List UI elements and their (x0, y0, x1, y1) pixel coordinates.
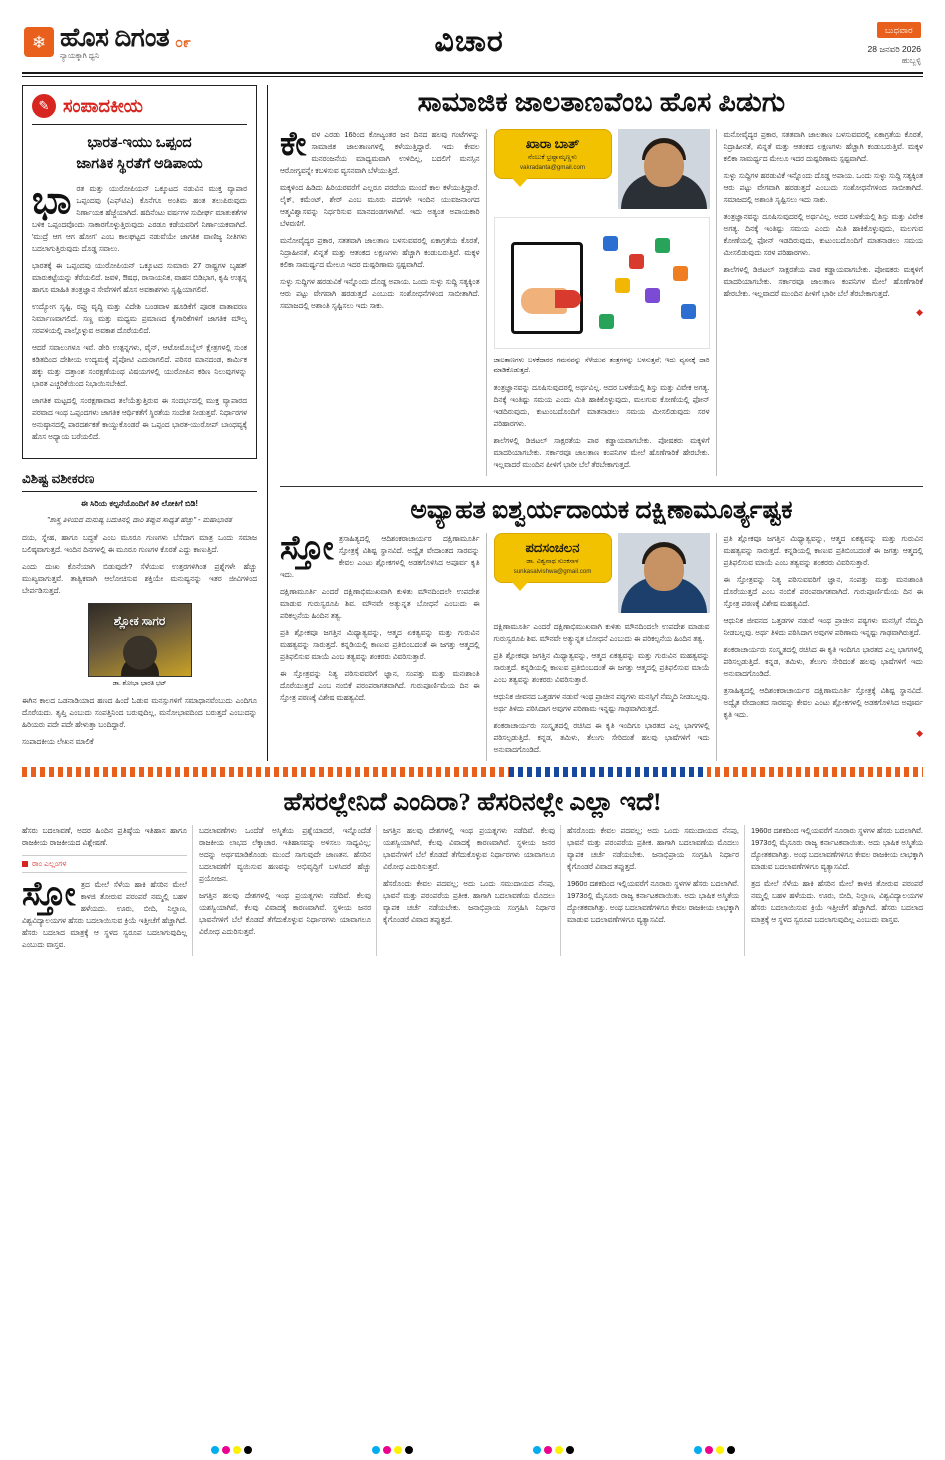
figure-caption: ಜಾಲತಾಣಗಳು ಬಳಕೆದಾರರ ಗಮನವನ್ನು ಸೆಳೆಯುವ ತಂತ್ರಗಳನ್ನು ಬಳಸುತ್ತವೆ; ಇದು ವ್ಯಸನಕ್ಕೆ ದಾರಿ ಮಾಡಿಕೊಡುತ್ತದೆ. (493, 357, 710, 375)
col-divider (716, 533, 717, 761)
bottom-intro: ಹೆಸರು ಬದಲಾವಣೆ, ಅದರ ಹಿಂದಿನ ಪ್ರತಿಷ್ಠೆಯ ಇತಿಹಾಸ ಹಾಗೂ ರಾಜಕೀಯ ರಾಜಕೀಯದ ವಿಶ್ಲೇಷಣೆ. (22, 826, 187, 848)
col-divider (716, 129, 717, 476)
date-block (868, 17, 921, 67)
bottom-col-3 (567, 825, 739, 956)
portrait-face (644, 547, 684, 591)
cyan-dot (533, 1446, 541, 1454)
editorial-paragraph: ರತ ಮತ್ತು ಯುರೋಪಿಯನ್ ಒಕ್ಕೂಟದ ನಡುವಿನ ಮುಕ್ತ ವ್ಯಾಪಾರ ಒಪ್ಪಂದವು (ಎಫ್‌ಟಿಎ) ಕೊನೆಗೂ ಅಂತಿಮ ಹಂತ ತಲುಪಿರುವುದು ನಿರ್ಣಾಯಕ ಹೆಜ್ಜೆಯಾಗಿದೆ. ಹದಿನೆಂಟು ವರ್ಷಗಳ ಸುದೀರ್ಘ ಮಾತುಕತೆಗಳ ಬಳಿಕ ಒಪ್ಪಂದವೊಂದು ಸಾಕಾರಗೊಳ್ಳುತ್ತಿರುವುದು ಎರಡೂ ಕಡೆಯವರಿಗೆ ನಿರ್ಣಾಯಕವಾಗಿದೆ. 'ಮುದ್ರೆ ಆಗ ಆಗ ಹೋಗ' ಎಂಬ ಕಾಲಘಟ್ಟದ ನಡುವೆಯೇ ಜಾಗತಿಕ ವಾಣಿಜ್ಯ ನೀತಿಗಳು ಬದಲಾಗುತ್ತಿರುವುದು ದೊಡ್ಡ ಸವಾಲು. (32, 184, 247, 253)
book-badge-title: ಶ್ಲೋಕ ಸಾಗರ (113, 614, 166, 629)
cyan-dot (372, 1446, 380, 1454)
main-paragraph: ಮನೋವೈದ್ಯರ ಪ್ರಕಾರ, ಸತತವಾಗಿ ಜಾಲತಾಣ ಬಳಸುವವರಲ್ಲಿ ಏಕಾಗ್ರತೆಯ ಕೊರತೆ, ನಿದ್ರಾಹೀನತೆ, ಖಿನ್ನತೆ ಮತ್ತು ಆತಂಕದ ಲಕ್ಷಣಗಳು ಹೆಚ್ಚಾಗಿ ಕಂಡುಬರುತ್ತಿವೆ. ಮಕ್ಕಳ ಕಲಿಕಾ ಸಾಮರ್ಥ್ಯದ ಮೇಲೂ ಇದರ ದುಷ್ಪರಿಣಾಮ ಸ್ಪಷ್ಟವಾಗಿದೆ. (723, 130, 923, 163)
bottom-col-4 (751, 825, 923, 956)
masthead (0, 0, 945, 72)
special-subheading: ಈ ಸಿರಿಯ ಕಲ್ಪನೆಯೊಂದಿಗೆ ತಿಳಿ ಲೋಕಿಗೆ ಬಿಡಿ! (80, 498, 199, 508)
second-col-3-body (724, 533, 924, 740)
second-col-3 (724, 533, 924, 761)
article-separator (280, 486, 923, 487)
main-article-headline: ಸಾಮಾಜಿಕ ಜಾಲತಾಣವೆಂಬ ಹೊಸ ಪಿಡುಗು (417, 87, 786, 117)
bottom-col-1 (199, 825, 371, 956)
editorial-paragraph: ಭಾರತಕ್ಕೆ ಈ ಒಪ್ಪಂದವು ಯುರೋಪಿಯನ್ ಒಕ್ಕೂಟದ ಸುಮಾರು 27 ರಾಷ್ಟ್ರಗಳ ಬೃಹತ್ ಮಾರುಕಟ್ಟೆಯನ್ನು ತೆರೆಯಲಿದೆ. ಜವಳಿ, ಔಷಧ, ರಾಸಾಯನಿಕ, ವಾಹನ ಬಿಡಿಭಾಗ, ಕೃಷಿ ಉತ್ಪನ್ನ ಹಾಗೂ ಮಾಹಿತಿ ತಂತ್ರಜ್ಞಾನ ಸೇವೆಗಳಿಗೆ ಹೊಸ ಅವಕಾಶಗಳು ಸೃಷ್ಟಿಯಾಗಲಿವೆ. (32, 260, 247, 294)
special-body (22, 532, 257, 748)
main-col-1 (280, 126, 480, 476)
magenta-dot (383, 1446, 391, 1454)
social-icon (681, 304, 696, 319)
decorative-stripe-blue (509, 767, 707, 777)
cyan-dot (211, 1446, 219, 1454)
social-icon (673, 266, 688, 281)
bottom-author (22, 855, 187, 873)
second-dropcap: ಸ್ತೋ (280, 530, 334, 568)
second-paragraph: ಪ್ರತಿ ಶ್ಲೋಕವೂ ಜಗತ್ತಿನ ಮಿಥ್ಯಾತ್ವವನ್ನು, ಆತ್ಮದ ಏಕತ್ವವನ್ನು ಮತ್ತು ಗುರುವಿನ ಮಹತ್ವವನ್ನು ಸಾರುತ್ತದೆ. ಕನ್ನಡಿಯಲ್ಲಿ ಕಾಣುವ ಪ್ರತಿಬಿಂಬದಂತೆ ಈ ಜಗತ್ತು ಆತ್ಮದಲ್ಲಿ ಪ್ರತಿಫಲಿಸುವ ಮಾಯೆ ಎಂಬ ತತ್ವವನ್ನು ಶಂಕರರು ವಿವರಿಸುತ್ತಾರೆ. (723, 534, 923, 568)
page-number-logo: ೦೯ (175, 33, 191, 50)
registration-dotset (694, 1446, 735, 1454)
col-divider (376, 825, 377, 956)
social-icon (603, 236, 618, 251)
special-caption: ಸಂಪಾದಕೀಯ ಲೇಖನ ಮಾಲಿಕೆ (22, 736, 94, 746)
second-paragraph: ತ್ರಸಾಹಿತ್ಯದಲ್ಲಿ ಆದಿಶಂಕರಾಚಾರ್ಯರ ದಕ್ಷಿಣಾಮೂರ್ತಿ ಸ್ತೋತ್ರಕ್ಕೆ ವಿಶಿಷ್ಟ ಸ್ಥಾನವಿದೆ. ಅದ್ವೈತ ವೇದಾಂತದ ಸಾರವನ್ನು ಕೇವಲ ಎಂಟು ಶ್ಲೋಕಗಳಲ್ಲಿ ಅಡಕಗೊಳಿಸಿದ ಅಪೂರ್ವ ಕೃತಿ ಇದು. (280, 534, 480, 580)
decorative-stripe (22, 767, 923, 777)
social-icon (629, 254, 644, 269)
editorial-headline-line2: ಜಾಗತಿಕ ಸ್ಥಿರತೆಗೆ ಅಡಿಪಾಯ (76, 156, 203, 173)
second-paragraph: ಆಧುನಿಕ ಜೀವನದ ಒತ್ತಡಗಳ ನಡುವೆ ಇಂಥ ಪ್ರಾಚೀನ ಪಠ್ಯಗಳು ಮನಸ್ಸಿಗೆ ನೆಮ್ಮದಿ ನೀಡಬಲ್ಲವು. ಅರ್ಥ ತಿಳಿದು ಪಠಿಸಿದಾಗ ಅವುಗಳ ಪರಿಣಾಮ ಇನ್ನಷ್ಟು ಗಾಢವಾಗಿರುತ್ತದೆ. (493, 692, 710, 714)
yellow-dot (716, 1446, 724, 1454)
bottom-paragraph: ಹೆಸರೊಂದು ಕೇವಲ ಪದವಲ್ಲ; ಅದು ಒಂದು ಸಮುದಾಯದ ನೆನಪು, ಭಾವನೆ ಮತ್ತು ಪರಂಪರೆಯ ಪ್ರತೀಕ. ಹಾಗಾಗಿ ಬದಲಾವಣೆಯ ಮೊದಲು ವ್ಯಾಪಕ ಚರ್ಚೆ ನಡೆಯಬೇಕು. ಜನಾಭಿಪ್ರಾಯ ಸಂಗ್ರಹಿಸಿ ನಿರ್ಧಾರ ಕೈಗೊಂಡರೆ ವಿವಾದ ತಪ್ಪುತ್ತದೆ. (383, 879, 555, 925)
social-icon (645, 288, 660, 303)
social-icon (599, 314, 614, 329)
byline-role: ನೆಂಬುಕೆ ಭ್ರಷ್ಟಾಮೃಣ್ಣಳು (528, 154, 577, 161)
social-icon (655, 238, 670, 253)
bottom-paragraph: 1960ರ ದಶಕದಿಂದ ಇಲ್ಲಿಯವರೆಗೆ ನೂರಾರು ಸ್ಥಳಗಳ ಹೆಸರು ಬದಲಾಗಿವೆ. 1973ರಲ್ಲಿ ಮೈಸೂರು ರಾಜ್ಯ ಕರ್ನಾಟಕವಾಯಿತು. ಅದು ಭಾಷಿಕ ಅಸ್ಮಿತೆಯ ದ್ಯೋತಕವಾಗಿತ್ತು. ಅಂಥ ಬದಲಾವಣೆಗಳಿಗೂ ಕೇವಲ ರಾಜಕೀಯ ಲಾಭಕ್ಕಾಗಿ ಮಾಡುವ ಬದಲಾವಣೆಗಳಿಗೂ ವ್ಯತ್ಯಾಸವಿದೆ. (751, 826, 923, 872)
magnet-shape (555, 290, 581, 308)
second-paragraph: ಪ್ರತಿ ಶ್ಲೋಕವೂ ಜಗತ್ತಿನ ಮಿಥ್ಯಾತ್ವವನ್ನು, ಆತ್ಮದ ಏಕತ್ವವನ್ನು ಮತ್ತು ಗುರುವಿನ ಮಹತ್ವವನ್ನು ಸಾರುತ್ತದೆ. ಕನ್ನಡಿಯಲ್ಲಿ ಕಾಣುವ ಪ್ರತಿಬಿಂಬದಂತೆ ಈ ಜಗತ್ತು ಆತ್ಮದಲ್ಲಿ ಪ್ರತಿಫಲಿಸುವ ಮಾಯೆ ಎಂಬ ತತ್ವವನ್ನು ಶಂಕರರು ವಿವರಿಸುತ್ತಾರೆ. (493, 651, 710, 685)
pen-icon: ✎ (32, 94, 56, 118)
portrait-face (644, 143, 684, 187)
special-section-label: ವಿಶಿಷ್ಟ ವಶೀಕರಣ (22, 471, 257, 492)
bottom-col-4-body (751, 825, 923, 926)
second-paragraph: ದಕ್ಷಿಣಾಮೂರ್ತಿ ಎಂದರೆ ದಕ್ಷಿಣಾಭಿಮುಖವಾಗಿ ಕುಳಿತು ಮೌನದಿಂದಲೇ ಉಪದೇಶ ಮಾಡುವ ಗುರುಸ್ವರೂಪಿ ಶಿವ. ಮೌನವೇ ಅತ್ಯುನ್ನತ ಬೋಧನೆ ಎಂಬುದು ಈ ಪರಿಕಲ್ಪನೆಯ ಹಿಂದಿನ ತತ್ವ. (280, 587, 480, 621)
special-quote: "ಶಾಸ್ತ್ರ ತಿಳಿಯದ ಮನುಷ್ಯ ಬದುಕಿನಲ್ಲಿ ದಾರಿ ತಪ್ಪುವ ಸಾಧ್ಯತೆ ಹೆಚ್ಚು" - ಮಹಾಭಾರತ (47, 514, 232, 524)
end-mark: ◆ (916, 728, 923, 739)
main-paragraph: ಶಾಲೆಗಳಲ್ಲಿ ಡಿಜಿಟಲ್ ಸಾಕ್ಷರತೆಯ ಪಾಠ ಕಡ್ಡಾಯವಾಗಬೇಕು. ಪೋಷಕರು ಮಕ್ಕಳಿಗೆ ಮಾದರಿಯಾಗಬೇಕು. ಸರ್ಕಾರವೂ ಜಾಲತಾಣ ಕಂಪನಿಗಳ ಮೇಲೆ ಹೊಣೆಗಾರಿಕೆ ಹೇರಬೇಕು. ಇಲ್ಲವಾದರೆ ಮುಂದಿನ ಪೀಳಿಗೆ ಭಾರೀ ಬೆಲೆ ತೆರಬೇಕಾಗುತ್ತದೆ. (493, 436, 710, 470)
date-text: 28 ಜನವರಿ 2026 (867, 44, 921, 55)
main-paragraph: ಶಾಲೆಗಳಲ್ಲಿ ಡಿಜಿಟಲ್ ಸಾಕ್ಷರತೆಯ ಪಾಠ ಕಡ್ಡಾಯವಾಗಬೇಕು. ಪೋಷಕರು ಮಕ್ಕಳಿಗೆ ಮಾದರಿಯಾಗಬೇಕು. ಸರ್ಕಾರವೂ ಜಾಲತಾಣ ಕಂಪನಿಗಳ ಮೇಲೆ ಹೊಣೆಗಾರಿಕೆ ಹೇರಬೇಕು. ಇಲ್ಲವಾದರೆ ಮುಂದಿನ ಪೀಳಿಗೆ ಭಾರೀ ಬೆಲೆ ತೆರಬೇಕಾಗುತ್ತದೆ. (723, 264, 923, 298)
byline-name: ಪದಸಂಚಲನ (525, 540, 580, 556)
editorial-headline (32, 133, 247, 175)
col-divider (486, 533, 487, 761)
registration-dotset (372, 1446, 413, 1454)
left-column (22, 85, 267, 761)
main-col-3-body (724, 129, 924, 319)
second-article-columns (280, 530, 923, 761)
col-divider (744, 825, 745, 956)
editorial-header (32, 94, 247, 125)
bottom-col-2-body (383, 825, 555, 926)
bottom-article-columns (22, 825, 923, 956)
page-content (0, 77, 945, 761)
byline-name: ಖಾರಾ ಬಾತ್ (525, 136, 580, 151)
bottom-paragraph: ತ್ರದ ಮೇಲೆ ಸೆಳೆಯ ಹಾಕಿ ಹೆಸರಿನ ಮೇಲೆ ಕಾಳಜಿ ತೋರುವ ಪರಂಪರೆ ನಮ್ಮಲ್ಲಿ ಬಹಳ ಹಳೆಯದು. ಊರು, ಬೀದಿ, ನಿಲ್ದಾಣ, ವಿಶ್ವವಿದ್ಯಾಲಯಗಳ ಹೆಸರು ಬದಲಾಯಿಸುವ ಕ್ರಿಯೆ ಇತ್ತೀಚೆಗೆ ಹೆಚ್ಚಾಗಿದೆ. ಹೆಸರು ಬದಲಾದ ಮಾತ್ರಕ್ಕೆ ಆ ಸ್ಥಳದ ಸ್ವರೂಪ ಬದಲಾಗುವುದಿಲ್ಲ ಎಂಬುದು ವಾಸ್ತವ. (22, 880, 187, 950)
weekday-badge: ಬುಧವಾರ (877, 22, 921, 37)
second-col-2-body (494, 621, 710, 756)
main-col-2-body (494, 382, 710, 471)
second-paragraph: ಶಂಕರಾಚಾರ್ಯರು ಸಂಸ್ಕೃತದಲ್ಲಿ ರಚಿಸಿದ ಈ ಕೃತಿ ಇಂದಿಗೂ ಭಾರತದ ಎಲ್ಲ ಭಾಗಗಳಲ್ಲಿ ಪಠಿಸಲ್ಪಡುತ್ತಿದೆ. ಕನ್ನಡ, ತಮಿಳು, ತೆಲುಗು ಸೇರಿದಂತೆ ಹಲವು ಭಾಷೆಗಳಿಗೆ ಇದು ಅನುವಾದಗೊಂಡಿದೆ. (493, 721, 710, 755)
masthead-divider (22, 72, 923, 74)
special-paragraph: ಎಂದು ದುಃಖ ಕೊನೆಯಾಗಿ ಬಿಡುವುದೇ? ಸೆಳೆಯುವ ಉತ್ತರಗಳಿಗಿಂತ ಪ್ರಶ್ನೆಗಳೇ ಹೆಚ್ಚು ಮುಖ್ಯವಾಗುತ್ತವೆ. ತಾತ್ವಿಕವಾಗಿ ಆಲೋಚಿಸುವ ಶಕ್ತಿಯೇ ಮನುಷ್ಯನನ್ನು ಇತರ ಜೀವಿಗಳಿಂದ ಬೇರ್ಪಡಿಸುತ್ತದೆ. (22, 562, 257, 596)
main-paragraph: ಮಕ್ಕಳಿಂದ ಹಿಡಿದು ಹಿರಿಯರವರೆಗೆ ಎಲ್ಲರೂ ಪರದೆಯ ಮುಂದೆ ಕಾಲ ಕಳೆಯುತ್ತಿದ್ದಾರೆ. ಲೈಕ್, ಕಮೆಂಟ್, ಶೇರ್ ಎಂಬ ಮೂರು ಪದಗಳೇ ಇಂದಿನ ಯುವಜನಾಂಗದ ಆತ್ಮವಿಶ್ವಾಸವನ್ನು ನಿರ್ಧರಿಸುವ ಮಾನದಂಡಗಳಾಗಿವೆ. ಇದು ಅತ್ಯಂತ ಅಪಾಯಕಾರಿ ಬೆಳವಣಿಗೆ. (280, 182, 480, 228)
black-dot (727, 1446, 735, 1454)
second-paragraph: ಆಧುನಿಕ ಜೀವನದ ಒತ್ತಡಗಳ ನಡುವೆ ಇಂಥ ಪ್ರಾಚೀನ ಪಠ್ಯಗಳು ಮನಸ್ಸಿಗೆ ನೆಮ್ಮದಿ ನೀಡಬಲ್ಲವು. ಅರ್ಥ ತಿಳಿದು ಪಠಿಸಿದಾಗ ಅವುಗಳ ಪರಿಣಾಮ ಇನ್ನಷ್ಟು ಗಾಢವಾಗಿರುತ್ತದೆ. (723, 616, 923, 638)
second-paragraph: ದಕ್ಷಿಣಾಮೂರ್ತಿ ಎಂದರೆ ದಕ್ಷಿಣಾಭಿಮುಖವಾಗಿ ಕುಳಿತು ಮೌನದಿಂದಲೇ ಉಪದೇಶ ಮಾಡುವ ಗುರುಸ್ವರೂಪಿ ಶಿವ. ಮೌನವೇ ಅತ್ಯುನ್ನತ ಬೋಧನೆ ಎಂಬುದು ಈ ಪರಿಕಲ್ಪನೆಯ ಹಿಂದಿನ ತತ್ವ. (493, 622, 710, 644)
social-icon (615, 278, 630, 293)
bottom-paragraph: 1960ರ ದಶಕದಿಂದ ಇಲ್ಲಿಯವರೆಗೆ ನೂರಾರು ಸ್ಥಳಗಳ ಹೆಸರು ಬದಲಾಗಿವೆ. 1973ರಲ್ಲಿ ಮೈಸೂರು ರಾಜ್ಯ ಕರ್ನಾಟಕವಾಯಿತು. ಅದು ಭಾಷಿಕ ಅಸ್ಮಿತೆಯ ದ್ಯೋತಕವಾಗಿತ್ತು. ಅಂಥ ಬದಲಾವಣೆಗಳಿಗೂ ಕೇವಲ ರಾಜಕೀಯ ಲಾಭಕ್ಕಾಗಿ ಮಾಡುವ ಬದಲಾವಣೆಗಳಿಗೂ ವ್ಯತ್ಯಾಸವಿದೆ. (567, 879, 739, 925)
editorial-paragraph: ಜಾಗತಿಕ ಮಟ್ಟದಲ್ಲಿ ಸಂರಕ್ಷಣಾವಾದ ತಲೆಯೆತ್ತುತ್ತಿರುವ ಈ ಸಂದರ್ಭದಲ್ಲಿ ಮುಕ್ತ ವ್ಯಾಪಾರದ ಪರವಾದ ಇಂಥ ಒಪ್ಪಂದಗಳು ಜಾಗತಿಕ ಆರ್ಥಿಕತೆಗೆ ಸ್ಥಿರತೆಯ ಸಂದೇಶ ನೀಡುತ್ತವೆ. ನಿರ್ಧಾರಗಳ ಅನುಷ್ಠಾನದಲ್ಲಿ ಪಾರದರ್ಶಕತೆ ಕಾಯ್ದುಕೊಂಡರೆ ಈ ಒಪ್ಪಂದ ಭಾರತ-ಯುರೋಪ್ ಬಾಂಧವ್ಯಕ್ಕೆ ಹೊಸ ಅಧ್ಯಾಯ ಬರೆಯಲಿದೆ. (32, 395, 247, 441)
editorial-paragraph: ಉದ್ಯೋಗ ಸೃಷ್ಟಿ, ರಫ್ತು ವೃದ್ಧಿ ಮತ್ತು ವಿದೇಶಿ ಬಂಡವಾಳ ಹೂಡಿಕೆಗೆ ಪೂರಕ ವಾತಾವರಣ ನಿರ್ಮಾಣವಾಗಲಿದೆ. ಸಣ್ಣ ಮತ್ತು ಮಧ್ಯಮ ಪ್ರಮಾಣದ ಕೈಗಾರಿಕೆಗಳಿಗೆ ಜಾಗತಿಕ ಮೌಲ್ಯ ಸರಪಳಿಯಲ್ಲಿ ಪಾಲ್ಗೊಳ್ಳುವ ಅವಕಾಶ ದೊರೆಯಲಿದೆ. (32, 301, 247, 335)
bottom-article (0, 777, 945, 956)
bottom-paragraph: ತ್ರದ ಮೇಲೆ ಸೆಳೆಯ ಹಾಕಿ ಹೆಸರಿನ ಮೇಲೆ ಕಾಳಜಿ ತೋರುವ ಪರಂಪರೆ ನಮ್ಮಲ್ಲಿ ಬಹಳ ಹಳೆಯದು. ಊರು, ಬೀದಿ, ನಿಲ್ದಾಣ, ವಿಶ್ವವಿದ್ಯಾಲಯಗಳ ಹೆಸರು ಬದಲಾಯಿಸುವ ಕ್ರಿಯೆ ಇತ್ತೀಚೆಗೆ ಹೆಚ್ಚಾಗಿದೆ. ಹೆಸರು ಬದಲಾದ ಮಾತ್ರಕ್ಕೆ ಆ ಸ್ಥಳದ ಸ್ವರೂಪ ಬದಲಾಗುವುದಿಲ್ಲ ಎಂಬುದು ವಾಸ್ತವ. (751, 879, 923, 925)
cyan-dot (694, 1446, 702, 1454)
main-paragraph: ಸುಳ್ಳು ಸುದ್ದಿಗಳ ಹರಡುವಿಕೆ ಇನ್ನೊಂದು ದೊಡ್ಡ ಅಪಾಯ. ಒಂದು ಸುಳ್ಳು ಸುದ್ದಿ ಸತ್ಯಕ್ಕಿಂತ ಆರು ಪಟ್ಟು ವೇಗವಾಗಿ ಹರಡುತ್ತದೆ ಎಂಬುದು ಸಂಶೋಧನೆಗಳಿಂದ ಸಾಬೀತಾಗಿದೆ. ಸಮಾಜದಲ್ಲಿ ಅಶಾಂತಿ ಸೃಷ್ಟಿಸಲು ಇದು ಸಾಕು. (280, 276, 480, 310)
flame-icon: ❄ (24, 27, 54, 57)
bottom-col-0 (22, 825, 187, 956)
col-divider (192, 825, 193, 956)
main-byline-card (494, 129, 710, 209)
special-subheading-wrap (22, 499, 257, 509)
yellow-dot (233, 1446, 241, 1454)
bottom-col-2 (383, 825, 555, 956)
bottom-paragraph: ಹೆಸರೊಂದು ಕೇವಲ ಪದವಲ್ಲ; ಅದು ಒಂದು ಸಮುದಾಯದ ನೆನಪು, ಭಾವನೆ ಮತ್ತು ಪರಂಪರೆಯ ಪ್ರತೀಕ. ಹಾಗಾಗಿ ಬದಲಾವಣೆಯ ಮೊದಲು ವ್ಯಾಪಕ ಚರ್ಚೆ ನಡೆಯಬೇಕು. ಜನಾಭಿಪ್ರಾಯ ಸಂಗ್ರಹಿಸಿ ನಿರ್ಧಾರ ಕೈಗೊಂಡರೆ ವಿವಾದ ತಪ್ಪುತ್ತದೆ. (567, 826, 739, 872)
second-paragraph: ತ್ರಸಾಹಿತ್ಯದಲ್ಲಿ ಆದಿಶಂಕರಾಚಾರ್ಯರ ದಕ್ಷಿಣಾಮೂರ್ತಿ ಸ್ತೋತ್ರಕ್ಕೆ ವಿಶಿಷ್ಟ ಸ್ಥಾನವಿದೆ. ಅದ್ವೈತ ವೇದಾಂತದ ಸಾರವನ್ನು ಕೇವಲ ಎಂಟು ಶ್ಲೋಕಗಳಲ್ಲಿ ಅಡಕಗೊಳಿಸಿದ ಅಪೂರ್ವ ಕೃತಿ ಇದು. (723, 686, 923, 720)
book-badge-author: ಡಾ. ಶೋಭಾ ಭಾರತಿ ಭಟ್ (112, 680, 167, 688)
byline-email[interactable]: sunkasalvishwa@gmail.com (513, 568, 592, 576)
main-intro: ವಳ ಎರಡು 16ರಿಂದ ಕೋಟ್ಯಂತರ ಜನ ದಿನದ ಹಲವು ಗಂಟೆಗಳನ್ನು ಸಾಮಾಜಿಕ ಜಾಲತಾಣಗಳಲ್ಲಿ ಕಳೆಯುತ್ತಿದ್ದಾರೆ. ಇದು ಕೇವಲ ಮನರಂಜನೆಯ ಮಾಧ್ಯಮವಾಗಿ ಉಳಿದಿಲ್ಲ, ಬದಲಿಗೆ ಮನಸ್ಸಿನ ಆರೋಗ್ಯವನ್ನೇ ಕಬಳಿಸುವ ವ್ಯಸನವಾಗಿ ಬೆಳೆಯುತ್ತಿದೆ. (280, 130, 480, 175)
bottom-dropcap: ಸ್ತೋ (22, 876, 76, 914)
main-area (268, 85, 923, 761)
publication-logo (24, 22, 191, 60)
print-registration-marks (0, 1446, 945, 1454)
byline-email[interactable]: vakradanta@gmail.com (519, 164, 586, 171)
magenta-dot (705, 1446, 713, 1454)
second-paragraph: ಈ ಸ್ತೋತ್ರವನ್ನು ನಿತ್ಯ ಪಠಿಸುವವರಿಗೆ ಜ್ಞಾನ, ಸಂಪತ್ತು ಮತ್ತು ಮನಃಶಾಂತಿ ದೊರೆಯುತ್ತದೆ ಎಂಬ ನಂಬಿಕೆ ಪರಂಪರಾಗತವಾಗಿದೆ. ಗುರುಪೂರ್ಣಿಮೆಯ ದಿನ ಈ ಸ್ತೋತ್ರ ಪಠಣಕ್ಕೆ ವಿಶೇಷ ಮಹತ್ವವಿದೆ. (723, 575, 923, 609)
main-paragraph: ತಂತ್ರಜ್ಞಾನವನ್ನು ದೂಷಿಸುವುದರಲ್ಲಿ ಅರ್ಥವಿಲ್ಲ. ಅದರ ಬಳಕೆಯಲ್ಲಿ ಶಿಸ್ತು ಮತ್ತು ವಿವೇಕ ಅಗತ್ಯ. ದಿನಕ್ಕೆ ಇಂತಿಷ್ಟು ಸಮಯ ಎಂದು ಮಿತಿ ಹಾಕಿಕೊಳ್ಳುವುದು, ಮಲಗುವ ಕೋಣೆಯಲ್ಲಿ ಫೋನ್ ಇಡದಿರುವುದು, ಕುಟುಂಬದೊಂದಿಗೆ ಮಾತನಾಡಲು ಸಮಯ ಮೀಸಲಿಡುವುದು ಸರಳ ಪರಿಹಾರಗಳು. (493, 383, 710, 429)
col-divider (486, 129, 487, 476)
editorial-section-label: ಸಂಪಾದಕೀಯ (63, 95, 143, 116)
bottom-article-headline: ಹೆಸರಲ್ಲೇನಿದೆ ಎಂದಿರಾ? ಹೆಸರಿನಲ್ಲೇ ಎಲ್ಲಾ ಇದೆ! (283, 789, 662, 817)
main-col-2 (494, 129, 710, 476)
editorial-paragraph: ಆದರೆ ಸವಾಲುಗಳೂ ಇವೆ. ಡೇರಿ ಉತ್ಪನ್ನಗಳು, ವೈನ್, ಆಟೋಮೊಬೈಲ್ ಕ್ಷೇತ್ರಗಳಲ್ಲಿ ಸುಂಕ ಕಡಿತದಿಂದ ದೇಶೀಯ ಉದ್ಯಮಕ್ಕೆ ಪೈಪೋಟಿ ಎದುರಾಗಲಿದೆ. ಪರಿಸರ ಮಾನದಂಡ, ಕಾರ್ಮಿಕ ಹಕ್ಕು ಮತ್ತು ದತ್ತಾಂಶ ಸಂರಕ್ಷಣೆಯಂಥ ವಿಷಯಗಳಲ್ಲಿ ಯುರೋಪಿನ ಕಠಿಣ ನಿಲುವುಗಳನ್ನು ಭಾರತ ಎಚ್ಚರಿಕೆಯಿಂದ ನಿಭಾಯಿಸಬೇಕಿದೆ. (32, 342, 247, 388)
main-dropcap: ಕೇ (280, 126, 307, 163)
editorial-dropcap: ಭಾ (32, 180, 72, 223)
special-paragraph: ದಯ, ಸ್ನೇಹ, ಹಾಗೂ ಬದ್ಧತೆ ಎಂಬ ಮೂರೂ ಗುಣಗಳು ಬೆಸೆದಾಗ ಮಾತ್ರ ಒಂದು ಸಮಾಜ ಬಲಿಷ್ಠವಾಗುತ್ತದೆ. ಇಂದಿನ ದಿನಗಳಲ್ಲಿ ಈ ಮೂರೂ ಗುಣಗಳ ಕೊರತೆ ಎದ್ದು ಕಾಣುತ್ತಿದೆ. (22, 533, 257, 555)
bottom-paragraph: ಜಗತ್ತಿನ ಹಲವು ದೇಶಗಳಲ್ಲಿ ಇಂಥ ಪ್ರಯತ್ನಗಳು ನಡೆದಿವೆ. ಕೆಲವು ಯಶಸ್ವಿಯಾಗಿವೆ, ಕೆಲವು ವಿವಾದಕ್ಕೆ ಕಾರಣವಾಗಿವೆ. ಸ್ಥಳೀಯ ಜನರ ಭಾವನೆಗಳಿಗೆ ಬೆಲೆ ಕೊಡದೆ ತೆಗೆದುಕೊಳ್ಳುವ ನಿರ್ಧಾರಗಳು ಯಾವಾಗಲೂ ವಿರೋಧ ಎದುರಿಸುತ್ತವೆ. (199, 891, 371, 937)
black-dot (405, 1446, 413, 1454)
edition-place: ಹುಬ್ಬಳ್ಳಿ (901, 56, 921, 66)
second-col-2 (494, 533, 710, 761)
author-badge (88, 603, 192, 689)
yellow-dot (555, 1446, 563, 1454)
editorial-box (22, 85, 257, 459)
byline-bubble (494, 533, 612, 583)
author-portrait (618, 533, 710, 613)
editorial-headline-line1: ಭಾರತ-ಇಯು ಒಪ್ಪಂದ (87, 135, 192, 151)
black-dot (244, 1446, 252, 1454)
black-dot (566, 1446, 574, 1454)
registration-dotset (533, 1446, 574, 1454)
end-mark: ◆ (916, 306, 923, 317)
magenta-dot (222, 1446, 230, 1454)
main-article-columns (280, 126, 923, 476)
publication-tagline: ನ್ಯಾಯಕ್ಕಾಗಿ ಧ್ವನಿ (60, 50, 100, 60)
second-paragraph: ಶಂಕರಾಚಾರ್ಯರು ಸಂಸ್ಕೃತದಲ್ಲಿ ರಚಿಸಿದ ಈ ಕೃತಿ ಇಂದಿಗೂ ಭಾರತದ ಎಲ್ಲ ಭಾಗಗಳಲ್ಲಿ ಪಠಿಸಲ್ಪಡುತ್ತಿದೆ. ಕನ್ನಡ, ತಮಿಳು, ತೆಲುಗು ಸೇರಿದಂತೆ ಹಲವು ಭಾಷೆಗಳಿಗೆ ಇದು ಅನುವಾದಗೊಂಡಿದೆ. (723, 645, 923, 679)
second-paragraph: ಪ್ರತಿ ಶ್ಲೋಕವೂ ಜಗತ್ತಿನ ಮಿಥ್ಯಾತ್ವವನ್ನು, ಆತ್ಮದ ಏಕತ್ವವನ್ನು ಮತ್ತು ಗುರುವಿನ ಮಹತ್ವವನ್ನು ಸಾರುತ್ತದೆ. ಕನ್ನಡಿಯಲ್ಲಿ ಕಾಣುವ ಪ್ರತಿಬಿಂಬದಂತೆ ಈ ಜಗತ್ತು ಆತ್ಮದಲ್ಲಿ ಪ್ರತಿಫಲಿಸುವ ಮಾಯೆ ಎಂಬ ತತ್ವವನ್ನು ಶಂಕರರು ವಿವರಿಸುತ್ತಾರೆ. (280, 628, 480, 662)
main-paragraph: ತಂತ್ರಜ್ಞಾನವನ್ನು ದೂಷಿಸುವುದರಲ್ಲಿ ಅರ್ಥವಿಲ್ಲ. ಅದರ ಬಳಕೆಯಲ್ಲಿ ಶಿಸ್ತು ಮತ್ತು ವಿವೇಕ ಅಗತ್ಯ. ದಿನಕ್ಕೆ ಇಂತಿಷ್ಟು ಸಮಯ ಎಂದು ಮಿತಿ ಹಾಕಿಕೊಳ್ಳುವುದು, ಮಲಗುವ ಕೋಣೆಯಲ್ಲಿ ಫೋನ್ ಇಡದಿರುವುದು, ಕುಟುಂಬದೊಂದಿಗೆ ಮಾತನಾಡಲು ಸಮಯ ಮೀಸಲಿಡುವುದು ಸರಳ ಪರಿಹಾರಗಳು. (723, 211, 923, 257)
article-illustration (494, 217, 710, 349)
byline-bubble (494, 129, 612, 179)
logo-text-block (60, 22, 170, 60)
second-paragraph: ಈ ಸ್ತೋತ್ರವನ್ನು ನಿತ್ಯ ಪಠಿಸುವವರಿಗೆ ಜ್ಞಾನ, ಸಂಪತ್ತು ಮತ್ತು ಮನಃಶಾಂತಿ ದೊರೆಯುತ್ತದೆ ಎಂಬ ನಂಬಿಕೆ ಪರಂಪರಾಗತವಾಗಿದೆ. ಗುರುಪೂರ್ಣಿಮೆಯ ದಿನ ಈ ಸ್ತೋತ್ರ ಪಠಣಕ್ಕೆ ವಿಶೇಷ ಮಹತ್ವವಿದೆ. (280, 669, 480, 703)
main-col-1-body (280, 126, 480, 312)
second-col-1 (280, 530, 480, 761)
registration-dotset (211, 1446, 252, 1454)
editorial-body (32, 180, 247, 443)
page-title: ವಿಚಾರ (434, 25, 504, 58)
second-article-headline: ಅವ್ಯಾಹತ ಐಶ್ವರ್ಯದಾಯಕ ದಕ್ಷಿಣಾಮೂರ್ತ್ಯಷ್ಟಕ (410, 497, 793, 525)
bottom-paragraph: ಜಗತ್ತಿನ ಹಲವು ದೇಶಗಳಲ್ಲಿ ಇಂಥ ಪ್ರಯತ್ನಗಳು ನಡೆದಿವೆ. ಕೆಲವು ಯಶಸ್ವಿಯಾಗಿವೆ, ಕೆಲವು ವಿವಾದಕ್ಕೆ ಕಾರಣವಾಗಿವೆ. ಸ್ಥಳೀಯ ಜನರ ಭಾವನೆಗಳಿಗೆ ಬೆಲೆ ಕೊಡದೆ ತೆಗೆದುಕೊಳ್ಳುವ ನಿರ್ಧಾರಗಳು ಯಾವಾಗಲೂ ವಿರೋಧ ಎದುರಿಸುತ್ತವೆ. (383, 826, 555, 872)
col-divider (560, 825, 561, 956)
yellow-dot (394, 1446, 402, 1454)
magenta-dot (544, 1446, 552, 1454)
bottom-col-3-body (567, 825, 739, 926)
second-byline-card (494, 533, 710, 613)
bottom-col-1-body (199, 825, 371, 938)
main-paragraph: ಸುಳ್ಳು ಸುದ್ದಿಗಳ ಹರಡುವಿಕೆ ಇನ್ನೊಂದು ದೊಡ್ಡ ಅಪಾಯ. ಒಂದು ಸುಳ್ಳು ಸುದ್ದಿ ಸತ್ಯಕ್ಕಿಂತ ಆರು ಪಟ್ಟು ವೇಗವಾಗಿ ಹರಡುತ್ತದೆ ಎಂಬುದು ಸಂಶೋಧನೆಗಳಿಂದ ಸಾಬೀತಾಗಿದೆ. ಸಮಾಜದಲ್ಲಿ ಅಶಾಂತಿ ಸೃಷ್ಟಿಸಲು ಇದು ಸಾಕು. (723, 170, 923, 204)
bottom-col-0-body (22, 876, 187, 951)
second-col-1-body (280, 530, 480, 704)
publication-name: ಹೊಸ ದಿಗಂತ (60, 22, 170, 52)
main-paragraph: ಮನೋವೈದ್ಯರ ಪ್ರಕಾರ, ಸತತವಾಗಿ ಜಾಲತಾಣ ಬಳಸುವವರಲ್ಲಿ ಏಕಾಗ್ರತೆಯ ಕೊರತೆ, ನಿದ್ರಾಹೀನತೆ, ಖಿನ್ನತೆ ಮತ್ತು ಆತಂಕದ ಲಕ್ಷಣಗಳು ಹೆಚ್ಚಾಗಿ ಕಂಡುಬರುತ್ತಿವೆ. ಮಕ್ಕಳ ಕಲಿಕಾ ಸಾಮರ್ಥ್ಯದ ಮೇಲೂ ಇದರ ದುಷ್ಪರಿಣಾಮ ಸ್ಪಷ್ಟವಾಗಿದೆ. (280, 235, 480, 269)
bottom-author-name: ರಾಂ ಎಲ್ಲಂಗಳ (32, 859, 67, 869)
main-col-3 (724, 129, 924, 476)
special-paragraph: ಈಗಿನ ಕಾಲದ ಒಡನಾಡಿಯಾದ ಹಣದ ಹಿಂದೆ ಓಡುವ ಮನಸ್ಸುಗಳಿಗೆ ಸಮಾಧಾನವೆಂಬುದು ಎಂದಿಗೂ ದೊರೆಯದು. ತೃಪ್ತಿ ಎಂಬುದು ಸಂಪತ್ತಿನಿಂದ ಬರುವುದಿಲ್ಲ, ಮನೋಭಾವದಿಂದ ಬರುತ್ತದೆ ಎಂಬುದನ್ನು ಹಿರಿಯರು ಪದೇ ಪದೇ ಹೇಳುತ್ತಾ ಬಂದಿದ್ದಾರೆ. (22, 695, 257, 729)
bullet-icon (22, 861, 28, 867)
book-badge-image (88, 603, 192, 677)
byline-role: ಡಾ. ವಿಶ್ವನಾಥ ಸುಂಕಸಾಳ (526, 558, 579, 566)
bottom-paragraph: ಬದಲಾವಣೆಗಳು ಒಂದೆಡೆ ಅಸ್ಮಿತೆಯ ಪ್ರಶ್ನೆಯಾದರೆ, ಇನ್ನೊಂದೆಡೆ ರಾಜಕೀಯ ಲಾಭದ ಲೆಕ್ಕಾಚಾರ. ಇತಿಹಾಸವನ್ನು ಅಳಿಸಲು ಸಾಧ್ಯವಿಲ್ಲ; ಅದನ್ನು ಅರ್ಥಮಾಡಿಕೊಂಡು ಮುಂದೆ ಸಾಗುವುದೇ ಜಾಣತನ. ಹೆಸರಿನ ಬದಲಾವಣೆಗೆ ವ್ಯಯಿಸುವ ಹಣವನ್ನು ಅಭಿವೃದ್ಧಿಗೆ ಬಳಸಿದರೆ ಹೆಚ್ಚು ಪ್ರಯೋಜನ. (199, 826, 371, 884)
author-portrait (618, 129, 710, 209)
